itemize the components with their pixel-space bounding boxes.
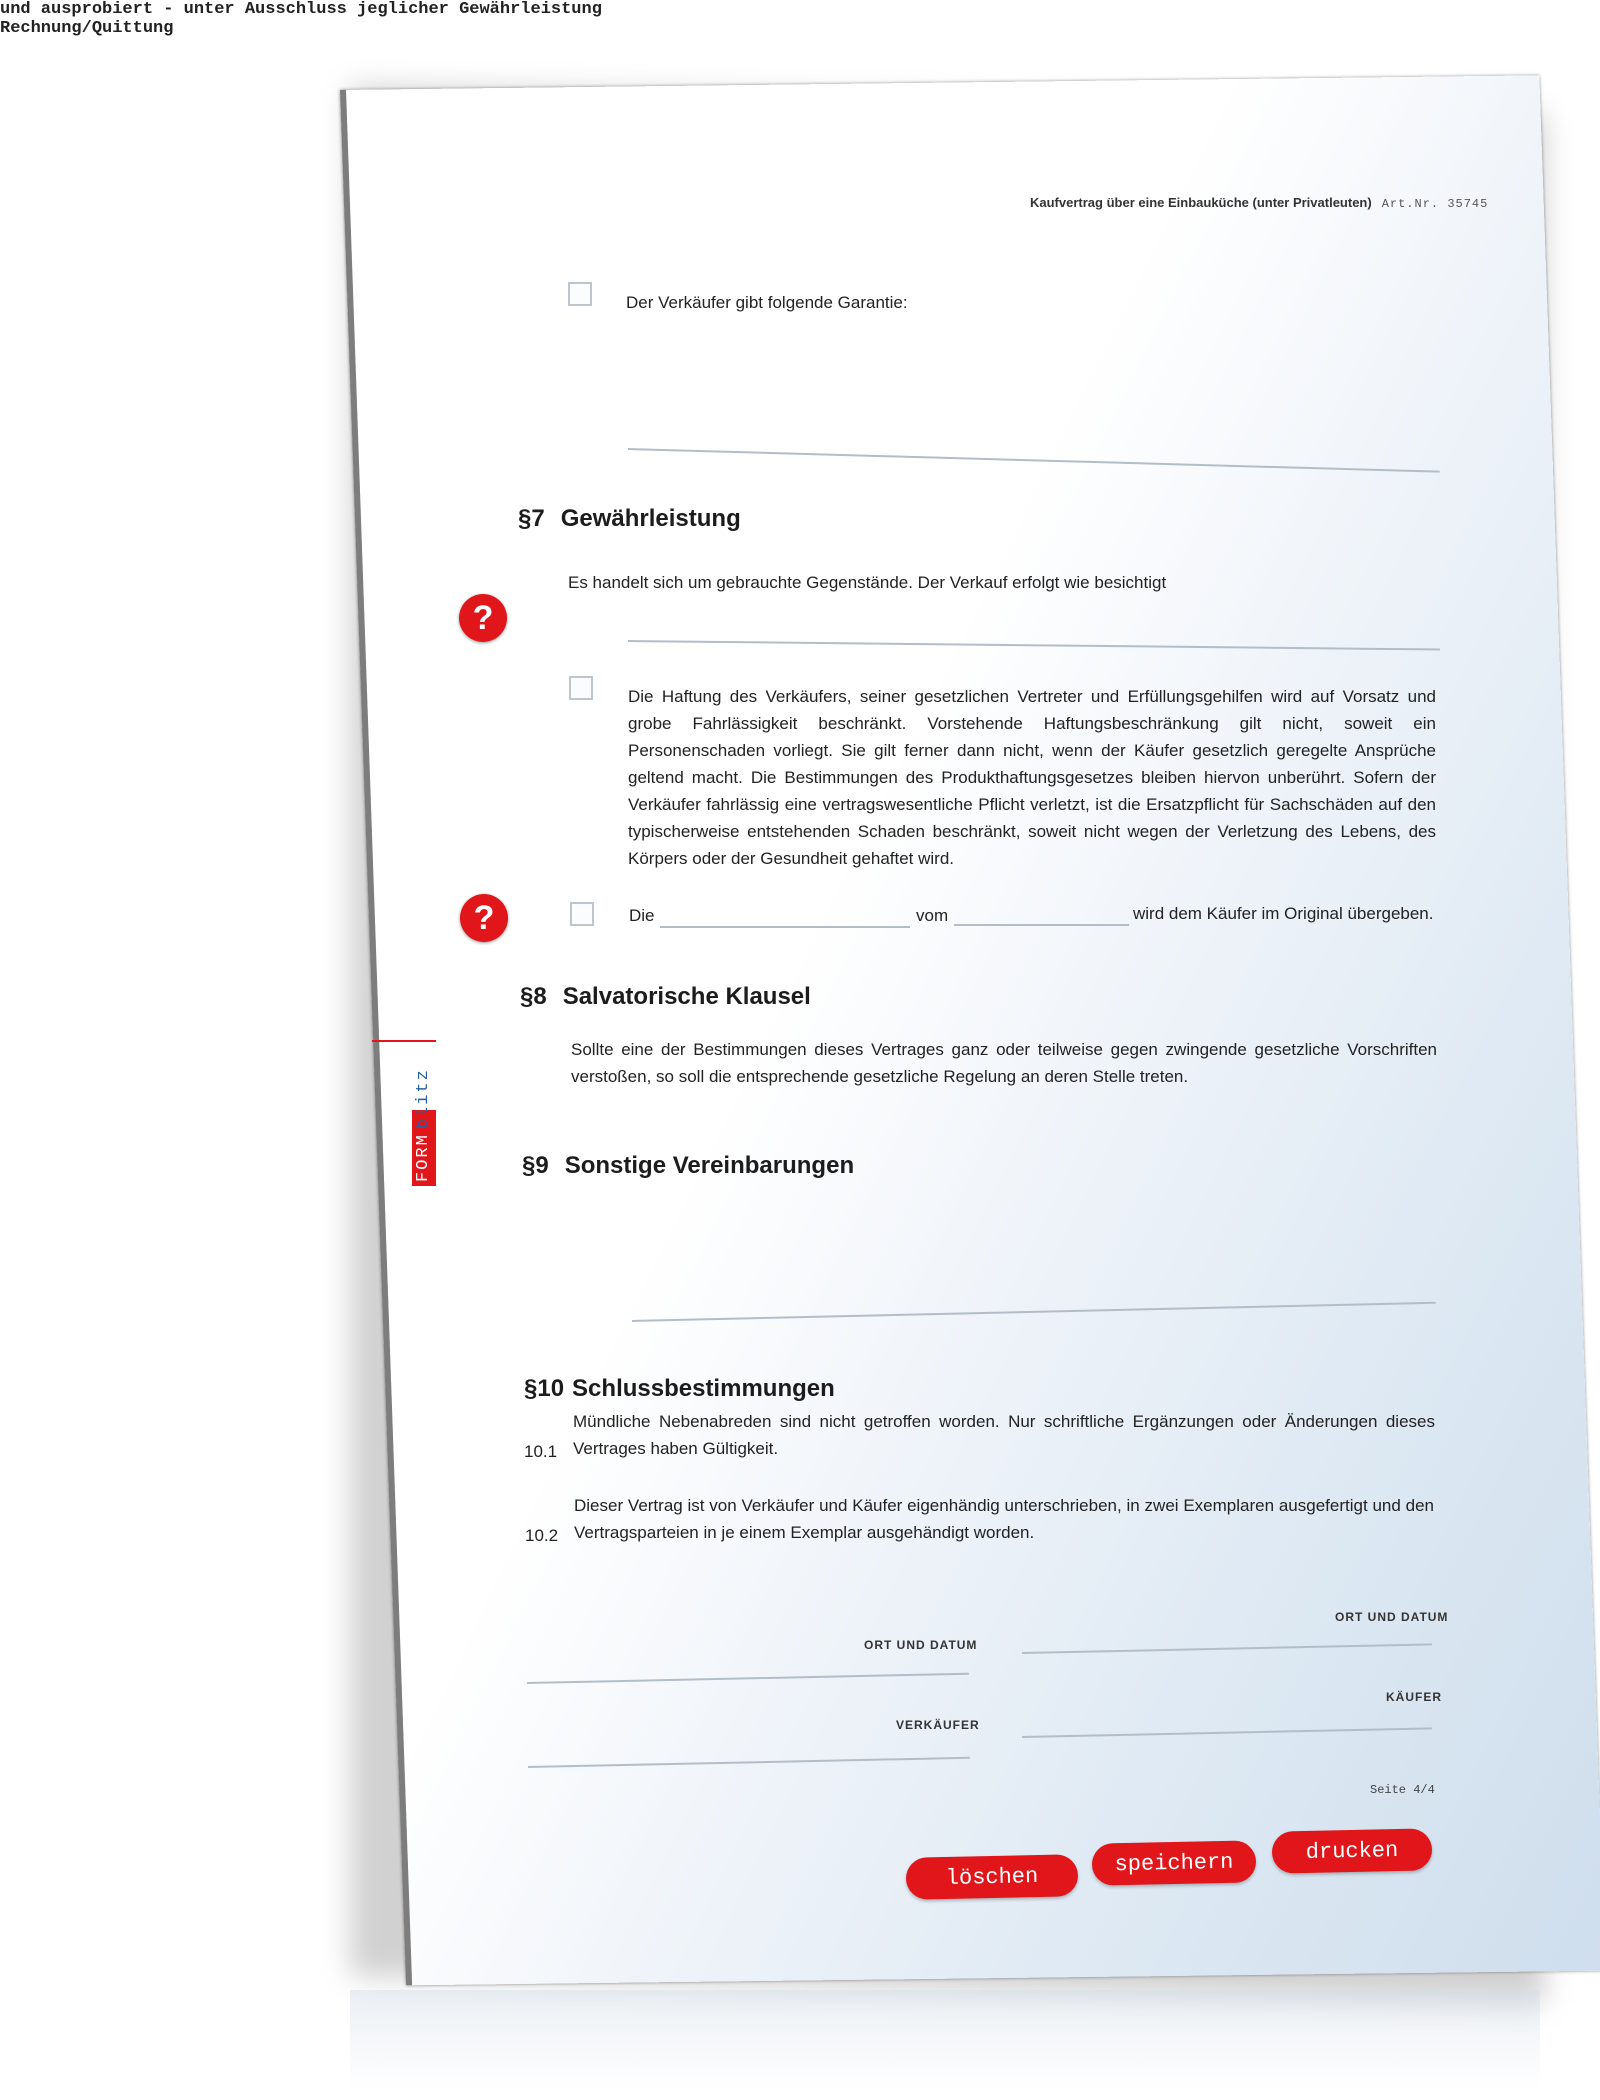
logo-text: [412, 1040, 436, 1186]
section-9-number: §9: [522, 1152, 549, 1179]
section-9-title: Sonstige Vereinbarungen: [564, 1152, 855, 1179]
section-10-title: Schlussbestimmungen: [572, 1375, 835, 1402]
place-date-label-seller: ORT UND DATUM: [864, 1638, 978, 1652]
paper-reflection: [350, 1990, 1540, 2090]
invoice-prefix: Die: [629, 906, 655, 925]
section-7-number: §7: [518, 505, 545, 532]
formblitz-logo: [412, 1040, 436, 1186]
section-8-number: §8: [520, 983, 547, 1010]
logo-blitz-text: blitz: [414, 1068, 433, 1130]
clause-10-2-number: 10.2: [525, 1526, 559, 1545]
section-9-heading: [522, 1152, 854, 1180]
section-8-title: Salvatorische Klausel: [562, 983, 811, 1010]
clause-10-1-number: 10.1: [524, 1442, 558, 1461]
liability-text: Die Haftung des Verkäufers, seiner gesetzlichen Vertreter und Erfüllungsgehilfen wird auf Vorsatz und grobe Fahrlässigkeit beschränkt. Vorstehende Haftungsbeschränkung gilt nicht, soweit ein Personenschaden vorliegt. Sie gilt ferner dann nicht, wenn der Käufer gesetzlich geregelte Ansprüche geltend macht. Die Bestimmungen des Produkthaftungsgesetzes bleiben hiervon unberührt. Sofern der Verkäufer fahrlässig eine vertragswesentliche Pflicht verletzt, ist die Ersatzpflicht für Sachschäden auf den typischerweise entstehenden Schaden beschränkt, soweit nicht wegen der Verletzung des Lebens, des Körpers oder der Gesundheit gehaftet wird.: [628, 687, 1436, 868]
help-icon[interactable]: ?: [459, 594, 507, 642]
section-7-title: Gewährleistung: [560, 505, 741, 532]
document-title: Kaufvertrag über eine Einbauküche (unter Privatleuten): [1030, 195, 1372, 210]
buyer-label: KÄUFER: [1386, 1690, 1442, 1704]
clause-10-2-text: Dieser Vertrag ist von Verkäufer und Käufer eigenhändig unterschrieben, in zwei Exemplaren ausgefertigt und den Vertragsparteien in je einem Exemplar ausgehändigt worden.: [574, 1496, 1434, 1542]
liability-checkbox[interactable]: [569, 676, 593, 700]
clause-10-1-text: Mündliche Nebenabreden sind nicht getroffen worden. Nur schriftliche Ergänzungen oder Änderungen dieses Vertrages haben Gültigkeit.: [573, 1412, 1435, 1458]
save-button[interactable]: speichern: [1092, 1840, 1257, 1885]
section-8-text: Sollte eine der Bestimmungen dieses Vertrages ganz oder teilweise gegen zwingende gesetzliche Vorschriften verstoßen, so soll die entsprechende gesetzliche Regelung an deren Stelle treten.: [571, 1040, 1437, 1086]
place-date-label-buyer: ORT UND DATUM: [1335, 1610, 1449, 1624]
invoice-type-line: [660, 926, 910, 928]
section-8-heading: [520, 983, 811, 1011]
section-7-heading: [518, 505, 741, 533]
seller-label: VERKÄUFER: [896, 1718, 980, 1732]
section-10-number: §10: [524, 1375, 565, 1402]
invoice-date-label: vom: [916, 906, 949, 925]
delete-button[interactable]: löschen: [906, 1854, 1079, 1900]
document-header: [1030, 195, 1488, 211]
section-7-intro: Es handelt sich um gebrauchte Gegenstände. Der Verkauf erfolgt wie besichtigt: [568, 573, 1167, 592]
warranty-exclusion-field[interactable]: und ausprobiert - unter Ausschluss jeglicher Gewährleistung: [0, 0, 602, 19]
page-number: Seite 4/4: [1370, 1783, 1435, 1797]
section-10-heading: [524, 1375, 835, 1403]
invoice-checkbox[interactable]: [570, 902, 594, 926]
help-icon[interactable]: ?: [460, 894, 508, 942]
logo-form-text: FORM: [414, 1133, 433, 1182]
invoice-suffix: wird dem Käufer im Original übergeben.: [1133, 904, 1434, 923]
article-number: Art.Nr. 35745: [1381, 197, 1489, 211]
invoice-type-field[interactable]: Rechnung/Quittung: [0, 19, 174, 38]
guarantee-label: Der Verkäufer gibt folgende Garantie:: [626, 293, 908, 312]
print-button[interactable]: drucken: [1272, 1828, 1433, 1873]
guarantee-checkbox[interactable]: [568, 282, 592, 306]
invoice-date-field[interactable]: [954, 924, 1129, 926]
